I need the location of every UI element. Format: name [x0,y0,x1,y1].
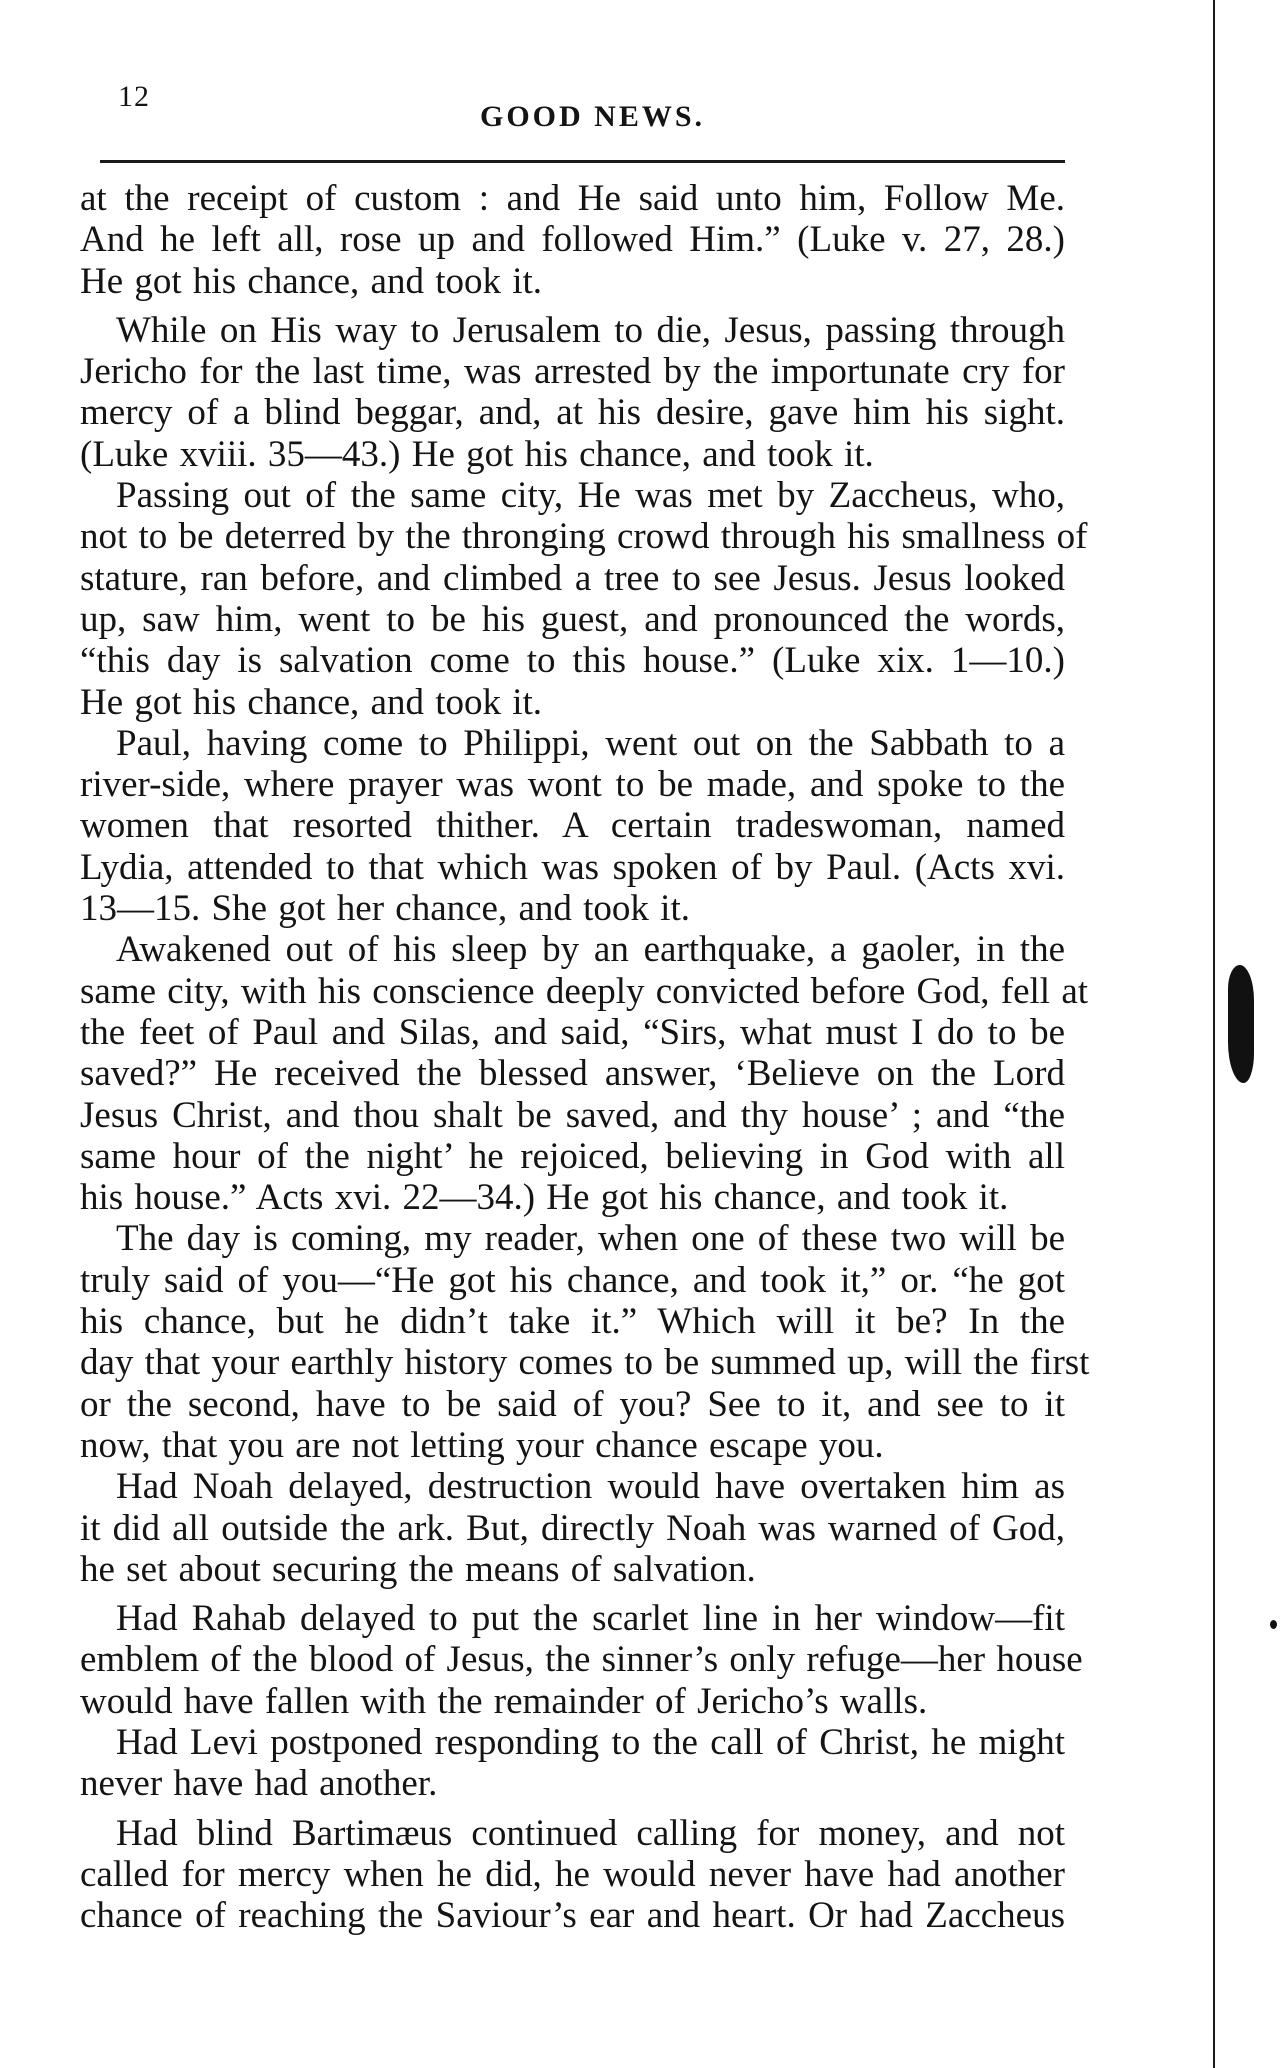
text-line: same hour of the night’ he rejoiced, believing in God with all [80,1135,1065,1177]
text-line: day that your earthly history comes to be summed up, will the first [80,1342,1090,1384]
text-line: Lydia, attended to that which was spoken of by Paul. (Acts xvi. [80,846,1065,888]
text-line: saved?” He received the blessed answer, ‘Believe on the Lord [80,1053,1065,1095]
page-header [110,78,1060,138]
text-line: Jericho for the last time, was arrested by the importunate cry for [80,351,1065,393]
text-line: his house.” Acts xvi. 22—34.) He got his chance, and took it. [80,1177,1009,1219]
text-line: never have had another. [80,1763,438,1805]
text-line: not to be deterred by the thronging crowd through his smallness of [80,516,1088,558]
text-line: Had Noah delayed, destruction would have overtaken him as [116,1466,1065,1508]
text-line: Jesus Christ, and thou shalt be saved, and thy house’ ; and “the [80,1094,1065,1136]
text-line: “this day is salvation come to this house.” (Luke xix. 1—10.) [80,640,1065,682]
text-line: he set about securing the means of salvation. [80,1548,756,1590]
text-line: 13—15. She got her chance, and took it. [80,888,690,930]
text-line: While on His way to Jerusalem to die, Jesus, passing through [116,309,1065,351]
text-line: Had Rahab delayed to put the scarlet line in her window—fit [116,1598,1065,1640]
text-line: women that resorted thither. A certain tradeswoman, named [80,805,1065,847]
text-line: at the receipt of custom : and He said unto him, Follow Me. [80,178,1065,219]
text-line: mercy of a blind beggar, and, at his desire, gave him his sight. [80,392,1065,434]
text-line: (Luke xviii. 35—43.) He got his chance, and took it. [80,433,874,475]
text-line: would have fallen with the remainder of Jericho’s walls. [80,1680,928,1722]
text-line: He got his chance, and took it. [80,260,543,302]
text-line: Had Levi postponed responding to the call of Christ, he might [116,1721,1065,1763]
text-line: chance of reaching the Saviour’s ear and heart. Or had Zaccheus [80,1895,1065,1937]
text-line: emblem of the blood of Jesus, the sinner’s only refuge—her house [80,1639,1083,1681]
text-line: same city, with his conscience deeply convicted before God, fell at [80,970,1089,1012]
text-line: stature, ran before, and climbed a tree to see Jesus. Jesus looked [80,557,1065,599]
text-line: the feet of Paul and Silas, and said, “Sirs, what must I do to be [80,1011,1065,1053]
running-title: GOOD NEWS. [480,100,706,133]
text-line: his chance, but he didn’t take it.” Which will it be? In the [80,1301,1065,1343]
text-line: river-side, where prayer was wont to be made, and spoke to the [80,764,1065,806]
text-line: He got his chance, and took it. [80,681,543,723]
ink-blot-mark [1228,965,1254,1083]
text-line: Paul, having come to Philippi, went out on the Sabbath to a [116,722,1065,764]
text-line: Had blind Bartimæus continued calling for money, and not [116,1812,1065,1854]
text-line: or the second, have to be said of you? See to it, and see to it [80,1383,1065,1425]
text-line: called for mercy when he did, he would never have had another [80,1853,1065,1895]
body-text [80,178,1090,1937]
header-rule [100,160,1065,163]
text-line: truly said of you—“He got his chance, and took it,” or. “he got [80,1259,1065,1301]
text-line: it did all outside the ark. But, directly Noah was warned of God, [80,1507,1065,1549]
page-number: 12 [118,80,150,113]
text-line: up, saw him, went to be his guest, and pronounced the words, [80,598,1065,640]
text-line: And he left all, rose up and followed Him.” (Luke v. 27, 28.) [80,219,1065,261]
text-line: Awakened out of his sleep by an earthquake, a gaoler, in the [116,929,1065,971]
text-line: The day is coming, my reader, when one of these two will be [116,1218,1065,1260]
ink-dot-mark [1270,1620,1277,1629]
text-line: Passing out of the same city, He was met by Zaccheus, who, [116,475,1065,517]
text-line: now, that you are not letting your chance escape you. [80,1424,884,1466]
page-edge-line [1213,0,1215,2068]
